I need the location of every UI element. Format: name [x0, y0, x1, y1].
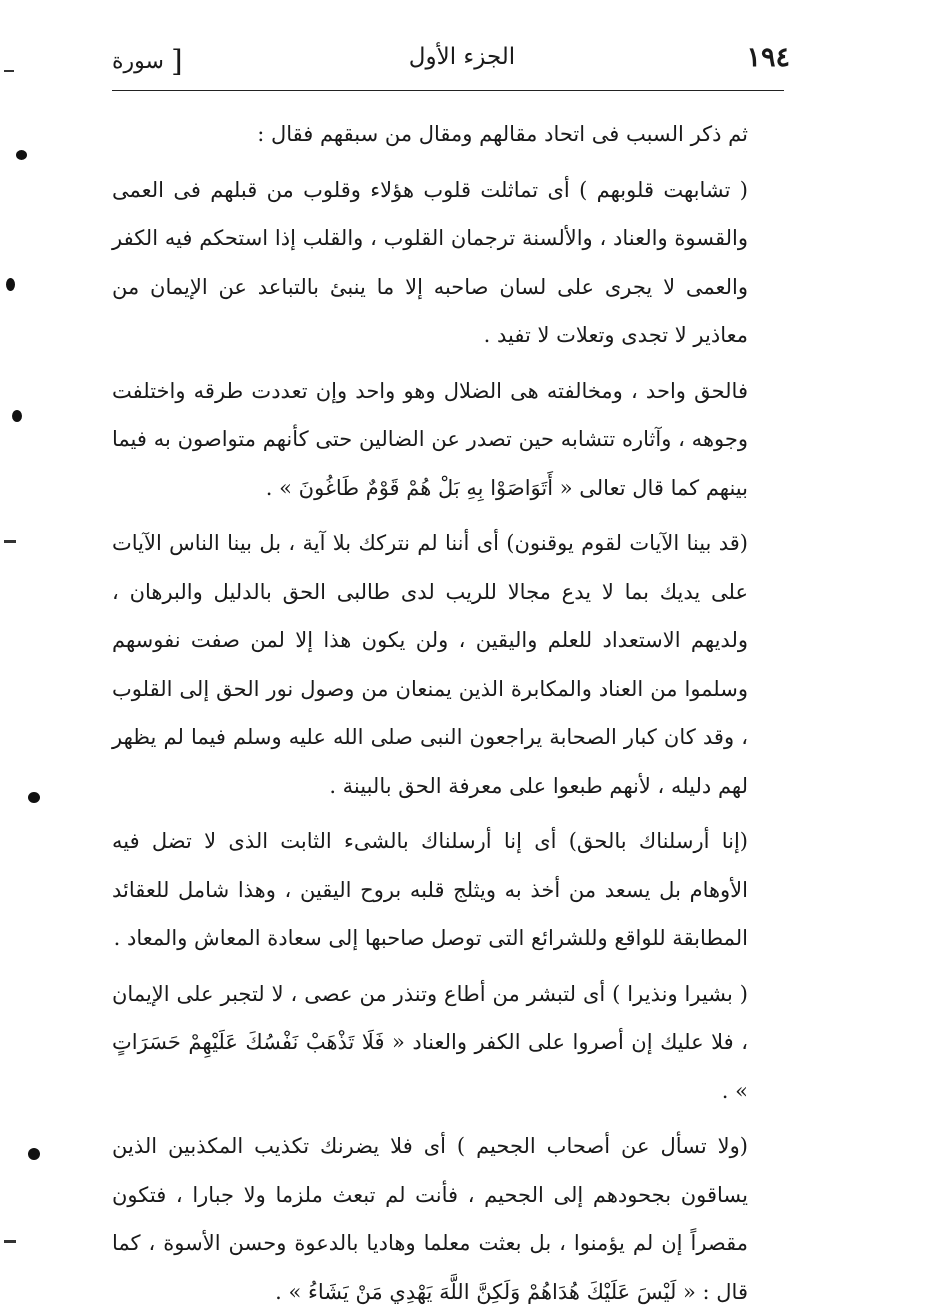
page-number: ١٩٤ — [746, 42, 790, 73]
running-title: الجزء الأول — [408, 44, 516, 70]
paragraph: ( تشابهت قلوبهم ) أى تماثلت قلوب هؤلاء وقلوب من قبلهم فى العمى والقسوة والعناد ، والألسنة ترجمان القلوب ، والقلب إذا استحكم فيه الكفر والعمى لا يجرى على لسان صاحبه إلا ما ينبئ بالتباعد عن الإيمان من معاذير لا تجدى وتعلات لا تفيد . — [112, 177, 748, 347]
paragraph: (ولا تسأل عن أصحاب الجحيم ) أى فلا يضرنك تكذيب المكذبين الذين يساقون بجحودهم إلى الجحيم ، فأنت لم تبعث ملزما ولا جبارا ، فتكون مقصراً إن لم يؤمنوا ، بل بعثت معلما وهاديا بالدعوة وحسن الأسوة ، كما قال : « لَيْسَ عَلَيْكَ هُدَاهُمْ وَلَكِنَّ اللَّهَ يَهْدِي مَنْ يَشَاءُ » . — [112, 1134, 748, 1304]
scan-speck — [4, 1240, 16, 1243]
paragraph: (قد بينا الآيات لقوم يوقنون) أى أننا لم نتركك بلا آية ، بل بينا الناس الآيات على يديك بما لا يدع مجالا للريب لدى طالبى الحق بالدليل والبرهان ، ولديهم الاستعداد للعلم واليقين ، ولن يكون هذا إلا لمن صفت نفوسهم وسلموا من العناد والمكابرة الذين يمنعان من وصول نور الحق إلى القلوب ، وقد كان كبار الصحابة يراجعون النبى صلى الله عليه وسلم فيما لم يظهر لهم دليله ، لأنهم طبعوا على معرفة الحق بالبينة . — [112, 531, 748, 798]
paragraph: فالحق واحد ، ومخالفته هى الضلال وهو واحد وإن تعددت طرقه واختلفت وجوهه ، وآثاره تتشابه حين تصدر عن الضالين حتى كأنهم متواصون به فيما بينهم كما قال تعالى « أَتَوَاصَوْا بِهِ بَلْ هُمْ قَوْمٌ طَاغُونَ » . — [112, 378, 748, 500]
bracket-glyph: [ — [170, 44, 183, 79]
body-text — [112, 110, 792, 1316]
paragraph: ثم ذكر السبب فى اتحاد مقالهم ومقال من سبقهم فقال : — [257, 122, 748, 146]
scan-speck — [12, 410, 22, 422]
scan-speck — [6, 278, 15, 291]
header-divider — [112, 90, 784, 91]
scan-speck — [16, 150, 27, 160]
section-tag-label: سورة — [112, 49, 164, 74]
paragraph: ( بشيرا ونذيرا ) أى لتبشر من أطاع وتنذر من عصى ، لا لتجبر على الإيمان ، فلا عليك إن أصروا على الكفر والعناد « فَلَا تَذْهَبْ نَفْسُكَ عَلَيْهِمْ حَسَرَاتٍ » . — [112, 981, 748, 1103]
scan-speck — [28, 1148, 40, 1160]
scan-speck — [4, 540, 16, 543]
page-header — [112, 38, 790, 90]
scan-speck — [4, 70, 14, 72]
scan-speck — [28, 792, 40, 803]
section-tag — [112, 44, 183, 79]
paragraph: (إنا أرسلناك بالحق) أى إنا أرسلناك بالشىء الثابت الذى لا تضل فيه الأوهام بل يسعد من أخذ به ويثلج قلبه بروح اليقين ، وهذا شامل للعقائد المطابقة للواقع وللشرائع التى توصل صاحبها إلى سعادة المعاش والمعاد . — [112, 829, 748, 950]
